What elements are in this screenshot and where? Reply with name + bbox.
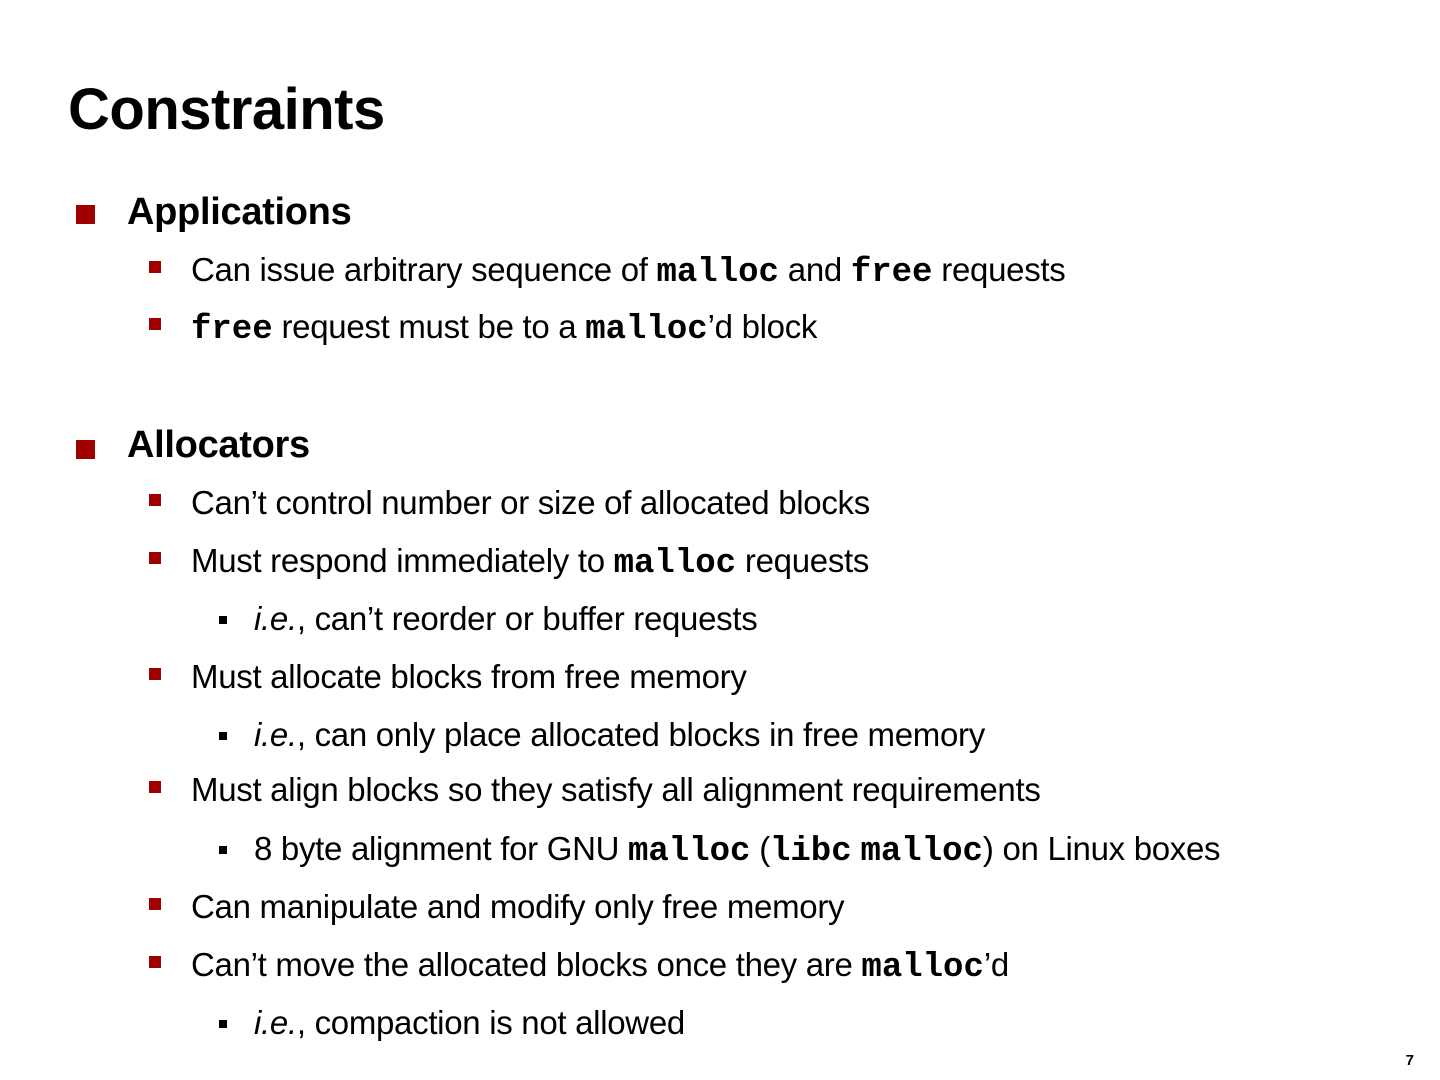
small-square-bullet-icon <box>149 668 161 680</box>
sub-list-item <box>254 829 1220 872</box>
page-number: 7 <box>1405 1052 1414 1069</box>
code-term: free <box>850 254 933 292</box>
item-text: , compaction is not allowed <box>296 1004 685 1041</box>
small-square-bullet-icon <box>149 318 161 330</box>
code-term: malloc <box>860 833 983 871</box>
list-item <box>191 945 1009 988</box>
list-item <box>191 657 747 697</box>
tiny-square-bullet-icon <box>219 732 227 740</box>
item-text: 8 byte alignment for GNU <box>254 830 628 867</box>
code-term: malloc <box>628 833 751 871</box>
item-text: ( <box>750 830 770 867</box>
sub-list-item <box>254 715 985 755</box>
slide-title: Constraints <box>68 77 385 142</box>
item-text: requests <box>932 251 1066 288</box>
list-item <box>191 541 869 584</box>
tiny-square-bullet-icon <box>219 846 227 854</box>
list-item <box>191 770 1041 810</box>
tiny-square-bullet-icon <box>219 1020 227 1028</box>
item-text: ’d block <box>707 308 818 345</box>
small-square-bullet-icon <box>149 494 161 506</box>
item-text: ) on Linux boxes <box>982 830 1221 867</box>
sub-list-item <box>254 1003 685 1043</box>
item-text: request must be to a <box>272 308 586 345</box>
small-square-bullet-icon <box>149 552 161 564</box>
section-heading-allocators: Allocators <box>127 424 310 466</box>
item-text: Must align blocks so they satisfy all alignment requirements <box>191 771 1041 808</box>
item-text: Can’t control number or size of allocated blocks <box>191 484 870 521</box>
section-heading-applications: Applications <box>127 191 352 233</box>
small-square-bullet-icon <box>149 781 161 793</box>
ie-abbrev: i.e. <box>254 600 297 637</box>
ie-abbrev: i.e. <box>254 716 297 753</box>
list-item <box>191 307 817 350</box>
list-item <box>191 483 870 523</box>
tiny-square-bullet-icon <box>219 616 227 624</box>
item-text: Can issue arbitrary sequence of <box>191 251 657 288</box>
code-term: malloc <box>861 949 984 987</box>
code-term: malloc <box>613 545 737 583</box>
code-term: free <box>191 311 273 349</box>
square-bullet-icon <box>76 440 95 459</box>
code-term: malloc <box>656 254 779 292</box>
small-square-bullet-icon <box>149 898 161 910</box>
small-square-bullet-icon <box>149 261 161 273</box>
square-bullet-icon <box>76 205 95 224</box>
ie-abbrev: i.e. <box>254 1004 297 1041</box>
item-text: requests <box>736 542 870 579</box>
item-text: Must respond immediately to <box>191 542 614 579</box>
code-term: libc <box>769 833 852 871</box>
item-text: , can only place allocated blocks in free memory <box>296 716 985 753</box>
list-item <box>191 250 1065 293</box>
item-text: Must allocate blocks from free memory <box>191 658 747 695</box>
sub-list-item <box>254 599 757 639</box>
small-square-bullet-icon <box>149 956 161 968</box>
item-text: and <box>778 251 851 288</box>
list-item <box>191 887 844 927</box>
item-text: Can’t move the allocated blocks once they are <box>191 946 862 983</box>
code-term: malloc <box>585 311 708 349</box>
item-text: ’d <box>983 946 1009 983</box>
item-text: Can manipulate and modify only free memory <box>191 888 845 925</box>
item-text: , can’t reorder or buffer requests <box>296 600 758 637</box>
